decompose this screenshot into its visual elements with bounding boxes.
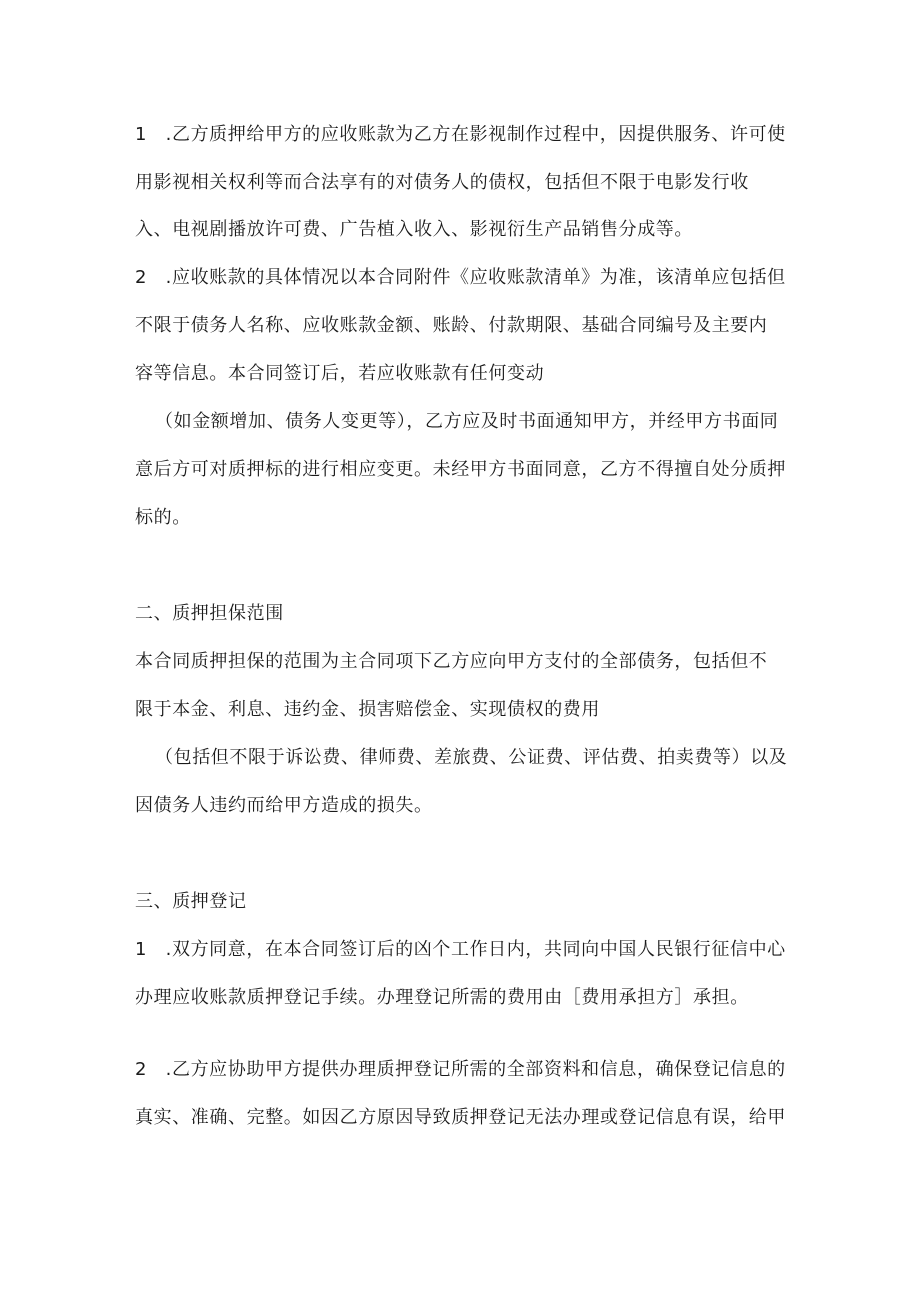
section-3-clause-1-line-2: 办理应收账款质押登记手续。办理登记所需的费用由［费用承担方］承担。 — [135, 987, 749, 1008]
section-3-clause-2-line-1: 2 .乙方应协助甲方提供办理质押登记所需的全部资料和信息，确保登记信息的 — [135, 1059, 786, 1080]
clause-2-line-1: 2 .应收账款的具体情况以本合同附件《应收账款清单》为准，该清单应包括但 — [135, 267, 786, 288]
section-2-line-1: 本合同质押担保的范围为主合同项下乙方应向甲方支付的全部债务，包括但不 — [135, 651, 768, 672]
clause-1-line-3: 入、电视剧播放许可费、广告植入收入、影视衍生产品销售分成等。 — [135, 219, 693, 240]
clause-2-line-2: 不限于债务人名称、应收账款金额、账龄、付款期限、基础合同编号及主要内 — [135, 315, 768, 336]
section-2-heading: 二、质押担保范围 — [135, 603, 284, 624]
section-2-line-4: 因债务人违约而给甲方造成的损失。 — [135, 795, 433, 816]
section-3-heading: 三、质押登记 — [135, 891, 247, 912]
section-3-clause-2-line-2: 真实、准确、完整。如因乙方原因导致质押登记无法办理或登记信息有误，给甲 — [135, 1107, 786, 1128]
section-3-clause-1-line-1: 1 .双方同意，在本合同签订后的凶个工作日内，共同向中国人民银行征信中心 — [135, 939, 786, 960]
section-2-line-2: 限于本金、利息、违约金、损害赔偿金、实现债权的费用 — [135, 699, 600, 720]
clause-1-line-2: 用影视相关权利等而合法享有的对债务人的债权，包括但不限于电影发行收 — [135, 172, 749, 193]
clause-2-line-6: 标的。 — [135, 507, 191, 528]
clause-2-line-4: （如金额增加、债务人变更等），乙方应及时书面通知甲方，并经甲方书面同 — [155, 411, 779, 432]
clause-1-line-1: 1 .乙方质押给甲方的应收账款为乙方在影视制作过程中，因提供服务、许可使 — [135, 124, 786, 145]
section-2-line-3: （包括但不限于诉讼费、律师费、差旅费、公证费、评估费、拍卖费等）以及 — [155, 747, 788, 768]
clause-2-line-5: 意后方可对质押标的进行相应变更。未经甲方书面同意，乙方不得擅自处分质押 — [135, 459, 786, 480]
clause-2-line-3: 容等信息。本合同签订后，若应收账款有任何变动 — [135, 363, 545, 384]
